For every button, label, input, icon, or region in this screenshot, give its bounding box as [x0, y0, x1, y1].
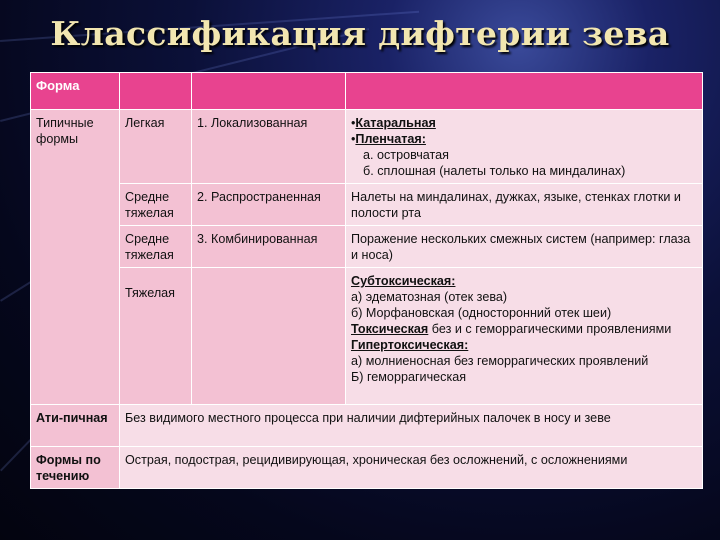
- sub-item: а) эдематозная (отек зева): [351, 290, 508, 304]
- form-cell: [192, 226, 346, 268]
- slide-title: Классификация дифтерии зева: [50, 14, 670, 53]
- header-cell: [120, 73, 192, 110]
- severity-cell: [120, 268, 192, 405]
- header-cell: [192, 73, 346, 110]
- header-cell: [346, 73, 703, 110]
- sub-item: б) Морфановская (односторонний отек шеи): [351, 306, 612, 320]
- row-label-course: [31, 447, 120, 489]
- table-row: [31, 405, 703, 447]
- header-cell-form: [31, 73, 120, 110]
- bullet-text: Катаральная: [355, 116, 436, 130]
- description-cell: [346, 184, 703, 226]
- table-row: [31, 184, 703, 226]
- severity-cell: [120, 226, 192, 268]
- bullet-item: •Катаральная: [351, 116, 436, 130]
- row-label-text: Формы по течению: [36, 453, 101, 483]
- row-label-text: Ати-пичная: [36, 411, 108, 425]
- description-text: Налеты на миндалинах, дужках, языке, стенках глотки и полости рта: [351, 190, 681, 220]
- form-cell: [192, 184, 346, 226]
- row-label-text: Типичные формы: [36, 116, 94, 146]
- description-text: Острая, подострая, рецидивирующая, хроническая без осложнений, с осложнениями: [125, 453, 628, 467]
- subtoxic-heading: Субтоксическая:: [351, 274, 456, 288]
- form-cell: [192, 268, 346, 405]
- severity-cell: [120, 110, 192, 184]
- toxic-text: без и с геморрагическими проявлениями: [431, 322, 672, 336]
- row-label-atypical: [31, 405, 120, 447]
- form-cell: [192, 110, 346, 184]
- severity-text: Средне тяжелая: [125, 190, 174, 220]
- toxic-heading: Токсическая: [351, 322, 429, 336]
- severity-cell: [120, 184, 192, 226]
- description-cell: [346, 226, 703, 268]
- sub-item: б. сплошная (налеты только на миндалинах): [363, 164, 626, 178]
- toxic-line: [351, 321, 697, 337]
- header-label: Форма: [36, 78, 80, 93]
- table-row: [31, 447, 703, 489]
- bullet-text: Пленчатая:: [355, 132, 426, 146]
- form-text: 1. Локализованная: [197, 116, 308, 130]
- table-row: [31, 268, 703, 405]
- hypertoxic-heading: Гипертоксическая:: [351, 338, 469, 352]
- row-label-typical: [31, 110, 120, 405]
- sub-item: а) молниеносная без геморрагических проявлений: [351, 354, 649, 368]
- form-text: 2. Распространенная: [197, 190, 321, 204]
- sub-item: а. островчатая: [363, 148, 449, 162]
- form-text: 3. Комбинированная: [197, 232, 318, 246]
- description-cell: [120, 405, 703, 447]
- classification-table: [30, 72, 703, 489]
- table-header-row: [31, 73, 703, 110]
- table-row: [31, 226, 703, 268]
- description-cell: [120, 447, 703, 489]
- severity-text: Средне тяжелая: [125, 232, 174, 262]
- description-cell: [346, 268, 703, 405]
- table-row: [31, 110, 703, 184]
- description-text: Без видимого местного процесса при наличии дифтерийных палочек в носу и зеве: [125, 411, 611, 425]
- bullet-item: •Пленчатая:: [351, 132, 426, 146]
- sub-item: Б) геморрагическая: [351, 370, 467, 384]
- severity-text: Тяжелая: [125, 286, 175, 300]
- severity-text: Легкая: [125, 116, 165, 130]
- description-text: Поражение нескольких смежных систем (например: глаза и носа): [351, 232, 691, 262]
- description-cell: [346, 110, 703, 184]
